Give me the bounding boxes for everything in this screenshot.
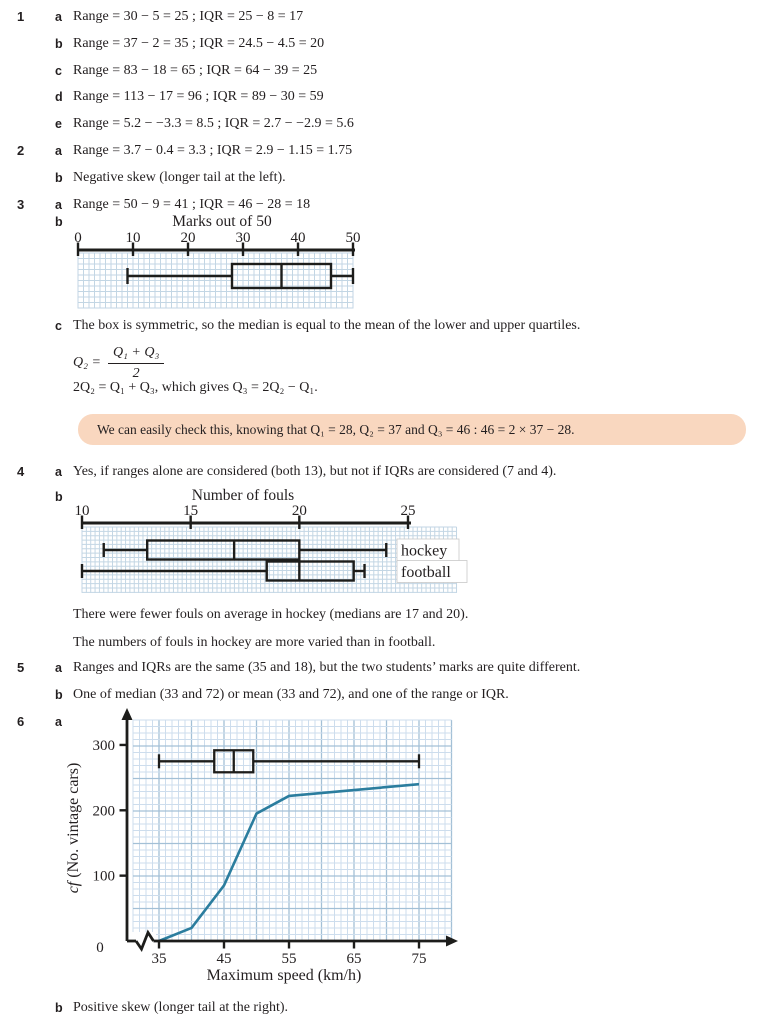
part-letter: b [55, 490, 63, 504]
part-letter: c [55, 64, 62, 78]
answer-1e [0, 114, 750, 134]
answer-2b [0, 168, 750, 188]
part-letter: a [55, 198, 62, 212]
equation-lhs: Q₂ = [73, 355, 101, 370]
part-letter: b [55, 171, 63, 185]
x-tick-label: 75 [411, 951, 427, 967]
question-number: 5 [17, 660, 25, 675]
graph-paper-grid [78, 253, 353, 309]
part-letter: a [55, 10, 62, 24]
fraction-numerator: Q₁ + Q₃ [108, 344, 164, 364]
figure-title: Number of fouls [191, 487, 295, 504]
fraction-denominator: 2 [132, 365, 140, 381]
figure-title: Marks out of 50 [172, 213, 272, 230]
question-number: 2 [17, 143, 25, 158]
callout-text: We can easily check this, knowing that Q₁ = 28, Q₂ = 37 and Q₃ = 46 : 46 = 2 × 37 − 28. [97, 422, 575, 437]
part-letter: b [55, 688, 63, 702]
box-plot-hockey [104, 541, 387, 560]
answer-4a [0, 462, 750, 482]
answer-1b [0, 34, 750, 54]
axis-tick-label: 25 [400, 503, 416, 519]
axis-tick-label: 0 [74, 230, 82, 246]
cf-curve-figure [0, 706, 760, 998]
answer-1d [0, 87, 750, 107]
y-axis-arrow-icon [122, 708, 133, 720]
answer-text: Range = 30 − 5 = 25 ; IQR = 25 − 8 = 17 [73, 9, 304, 24]
part-letter: a [55, 144, 62, 158]
part-letter: a [55, 465, 62, 479]
answer-text: Negative skew (longer tail at the left). [73, 170, 286, 185]
question-number: 3 [17, 197, 25, 212]
part-letter: c [55, 319, 62, 333]
y-tick-label: 100 [92, 868, 115, 885]
answer-text: Range = 3.7 − 0.4 = 3.3 ; IQR = 2.9 − 1.15 = 1.75 [73, 143, 353, 158]
series-label: hockey [401, 542, 448, 560]
series-label: football [401, 564, 451, 581]
answer-text: Ranges and IQRs are the same (35 and 18), but the two students’ marks are quite different. [73, 660, 581, 675]
part-letter: d [55, 90, 63, 104]
answer-text: Range = 113 − 17 = 96 ; IQR = 89 − 30 = 59 [73, 89, 324, 104]
x-tick-label: 45 [216, 951, 232, 967]
answer-5a [0, 658, 750, 678]
answer-text: Range = 5.2 − −3.3 = 8.5 ; IQR = 2.7 − −2.9 = 5.6 [73, 116, 354, 131]
origin-label: 0 [96, 940, 104, 956]
marks-boxplot-figure [0, 210, 760, 322]
answer-5b [0, 685, 750, 705]
axis-tick-label: 20 [291, 503, 307, 519]
x-tick-label: 35 [151, 951, 167, 967]
answer-text: Range = 37 − 2 = 35 ; IQR = 24.5 − 4.5 = 20 [73, 36, 325, 51]
answer-4b-note-1 [0, 605, 750, 625]
x-axis [75, 503, 416, 529]
answer-text: 2Q₂ = Q₁ + Q₃, which gives Q₃ = 2Q₂ − Q₁. [73, 380, 318, 395]
axis-tick-label: 30 [235, 230, 251, 246]
box-plot [128, 264, 354, 288]
y-tick-label: 200 [92, 803, 115, 820]
axis-tick-label: 20 [180, 230, 196, 246]
equation-derivation [0, 378, 750, 398]
answer-text: The numbers of fouls in hockey are more varied than in football. [73, 635, 436, 650]
y-axis-label: cf (No. vintage cars) [65, 762, 82, 894]
answer-text: Range = 83 − 18 = 65 ; IQR = 64 − 39 = 25 [73, 63, 318, 78]
answer-text: There were fewer fouls on average in hockey (medians are 17 and 20). [73, 607, 469, 622]
answer-6b [0, 998, 750, 1018]
x-axis-label: Maximum speed (km/h) [206, 967, 362, 984]
part-letter: b [55, 37, 63, 51]
part-letter: a [55, 661, 62, 675]
answer-1c [0, 61, 750, 81]
axis-tick-label: 10 [74, 503, 90, 519]
answer-text: Positive skew (longer tail at the right). [73, 1000, 289, 1015]
axis-tick-label: 40 [290, 230, 306, 246]
part-letter: b [55, 215, 63, 229]
fouls-boxplot-figure [0, 486, 760, 601]
fraction [108, 344, 164, 383]
part-letter: e [55, 117, 62, 131]
axis-tick-label: 10 [125, 230, 141, 246]
y-tick-label: 300 [92, 737, 115, 754]
answer-4b-note-2 [0, 633, 750, 653]
part-letter: b [55, 1001, 63, 1015]
answer-text: Yes, if ranges alone are considered (both 13), but not if IQRs are considered (7 and 4). [73, 464, 557, 479]
answer-text: One of median (33 and 72) or mean (33 and 72), and one of the range or IQR. [73, 687, 509, 702]
answer-3c [0, 316, 750, 336]
answer-2a [0, 141, 750, 161]
question-number: 1 [17, 9, 25, 24]
question-number: 6 [17, 714, 25, 729]
axis-tick-label: 50 [345, 230, 361, 246]
question-number: 4 [17, 464, 25, 479]
graph-paper-grid [133, 720, 452, 941]
x-tick-label: 65 [346, 951, 362, 967]
x-tick-label: 55 [281, 951, 297, 967]
part-letter: a [55, 715, 62, 729]
answer-text: Range = 50 − 9 = 41 ; IQR = 46 − 28 = 18 [73, 197, 311, 212]
answer-text: The box is symmetric, so the median is equal to the mean of the lower and upper quartiles. [73, 318, 581, 333]
answer-1a [0, 7, 750, 27]
callout-note [78, 414, 746, 445]
axis-tick-label: 15 [183, 503, 199, 519]
x-axis [74, 230, 360, 256]
